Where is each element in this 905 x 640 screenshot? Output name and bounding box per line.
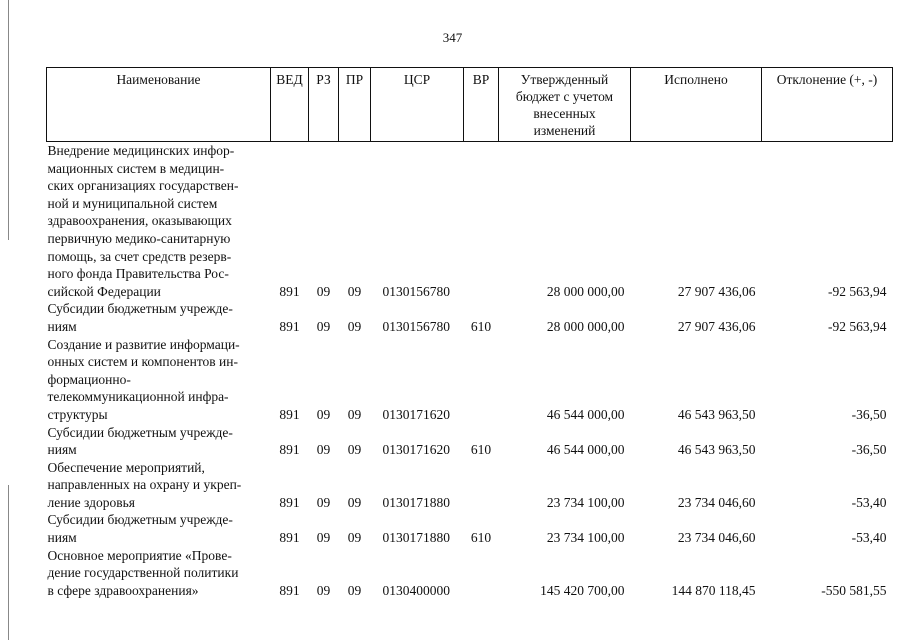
row-budget: 23 734 100,00	[546, 494, 625, 510]
row-rz: 09	[316, 318, 331, 334]
table-row	[47, 300, 893, 335]
scan-margin-line	[8, 0, 9, 240]
row-budget: 145 420 700,00	[540, 582, 625, 598]
row-name: Субсидии бюджетным учрежде- ниям	[47, 301, 233, 334]
row-name: Обеспечение мероприятий, направленных на охрану и укреп- ление здоровья	[47, 459, 242, 510]
row-done: 23 734 046,60	[677, 530, 756, 546]
row-budget: 46 544 000,00	[546, 406, 625, 422]
row-budget: 46 544 000,00	[546, 442, 625, 458]
row-pr: 09	[347, 582, 362, 598]
row-csr: 0130156780	[382, 318, 450, 334]
row-vr	[464, 459, 499, 512]
header-name: Наименование	[47, 68, 271, 142]
table-row	[47, 511, 893, 546]
row-done: 46 543 963,50	[677, 406, 756, 422]
table-row	[47, 142, 893, 301]
row-budget: 23 734 100,00	[546, 530, 625, 546]
page-number: 347	[442, 30, 463, 45]
table-row	[47, 459, 893, 512]
row-budget: 28 000 000,00	[546, 283, 625, 299]
row-vr: 610	[470, 442, 492, 458]
row-pr: 09	[347, 530, 362, 546]
header-budget: Утвержденный бюджет с учетом внесенных изменений	[499, 68, 631, 142]
row-rz: 09	[316, 442, 331, 458]
header-ved: ВЕД	[271, 68, 309, 142]
header-vr: ВР	[464, 68, 499, 142]
table-row	[47, 547, 893, 600]
row-pr: 09	[347, 406, 362, 422]
row-vr	[464, 142, 499, 301]
row-vr: 610	[470, 318, 492, 334]
row-csr: 0130156780	[382, 283, 450, 299]
header-done: Исполнено	[631, 68, 762, 142]
row-name: Создание и развитие информаци- онных систем и компонентов ин- формационно- телекоммуникационной инфра- структуры	[47, 336, 240, 422]
row-deviation: -550 581,55	[821, 582, 887, 598]
row-rz: 09	[316, 530, 331, 546]
row-done: 46 543 963,50	[677, 442, 756, 458]
row-csr: 0130171620	[382, 442, 450, 458]
header-rz: РЗ	[309, 68, 339, 142]
row-name: Основное мероприятие «Прове- дение государственной политики в сфере здравоохранения»	[47, 547, 239, 598]
budget-table	[46, 67, 893, 599]
row-ved: 891	[279, 530, 300, 546]
table-row	[47, 336, 893, 424]
row-pr: 09	[347, 494, 362, 510]
row-done: 27 907 436,06	[677, 283, 756, 299]
row-deviation: -36,50	[851, 406, 887, 422]
header-pr: ПР	[339, 68, 371, 142]
row-pr: 09	[347, 318, 362, 334]
row-rz: 09	[316, 582, 331, 598]
row-csr: 0130171880	[382, 530, 450, 546]
row-name: Субсидии бюджетным учрежде- ниям	[47, 512, 233, 546]
header-csr: ЦСР	[371, 68, 464, 142]
row-ved: 891	[279, 582, 300, 598]
row-ved: 891	[279, 318, 300, 334]
row-vr	[464, 547, 499, 600]
row-ved: 891	[279, 442, 300, 458]
row-ved: 891	[279, 283, 300, 299]
table-row	[47, 424, 893, 459]
row-deviation: -92 563,94	[828, 283, 887, 299]
scan-margin-line	[8, 485, 9, 640]
row-budget: 28 000 000,00	[546, 318, 625, 334]
row-csr: 0130400000	[382, 582, 450, 598]
row-pr: 09	[347, 442, 362, 458]
row-name: Субсидии бюджетным учрежде- ниям	[47, 424, 233, 458]
row-deviation: -92 563,94	[828, 318, 887, 334]
header-deviation: Отклонение (+, -)	[762, 68, 893, 142]
row-pr: 09	[347, 283, 362, 299]
row-ved: 891	[279, 494, 300, 510]
table-header	[47, 68, 893, 142]
row-csr: 0130171880	[382, 494, 450, 510]
row-done: 144 870 118,45	[671, 582, 756, 598]
table-body	[47, 142, 893, 600]
row-vr	[464, 336, 499, 424]
row-rz: 09	[316, 406, 331, 422]
row-ved: 891	[279, 406, 300, 422]
row-csr: 0130171620	[382, 406, 450, 422]
row-done: 23 734 046,60	[677, 494, 756, 510]
row-deviation: -53,40	[851, 494, 887, 510]
row-rz: 09	[316, 283, 331, 299]
row-deviation: -36,50	[851, 442, 887, 458]
row-vr: 610	[470, 530, 492, 546]
row-rz: 09	[316, 494, 331, 510]
row-deviation: -53,40	[851, 530, 887, 546]
row-done: 27 907 436,06	[677, 318, 756, 334]
row-name: Внедрение медицинских инфор- мационных систем в медицин- ских организациях государствен- ной и муниципальной систем здравоохранения, оказывающих первичную медико-санитарную помощь, за счет средств резерв- ного фонда Правительства Рос- сийской Федерации	[47, 143, 239, 299]
